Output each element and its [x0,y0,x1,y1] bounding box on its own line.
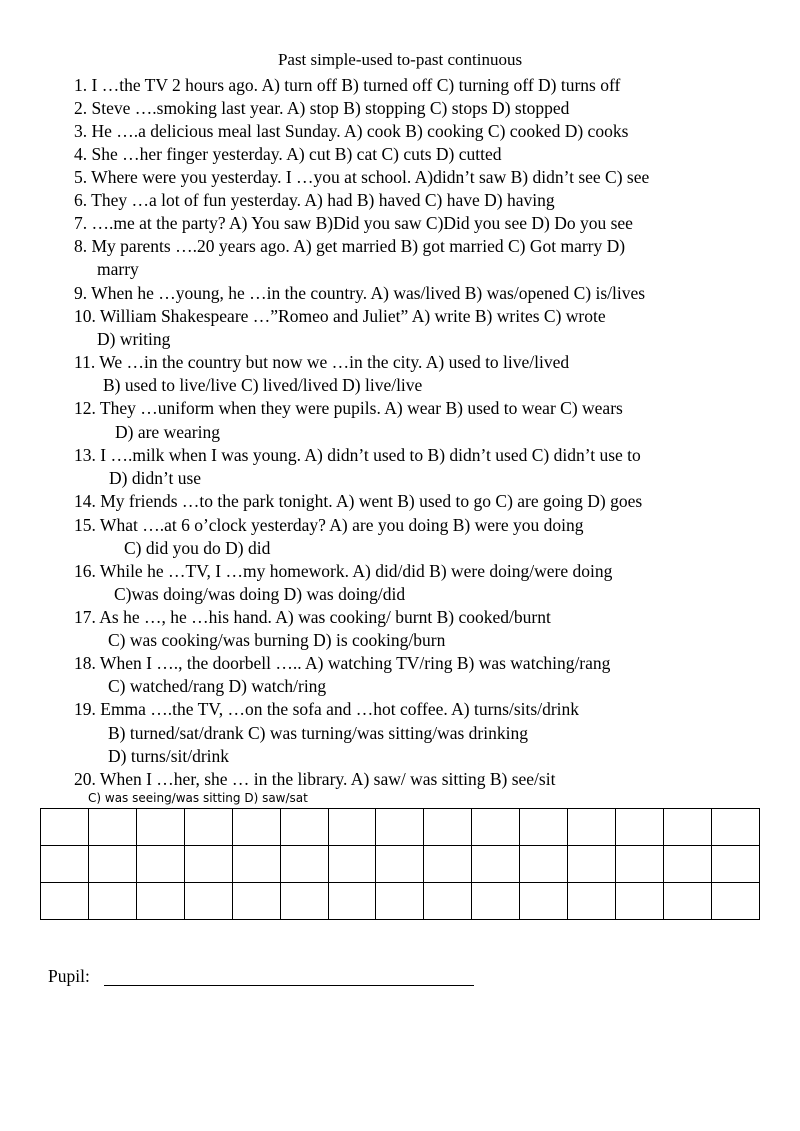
question-line: 10. William Shakespeare …”Romeo and Juliet” A) write B) writes C) wrote [74,306,606,326]
answer-cell[interactable] [184,883,232,920]
answer-cell[interactable] [232,809,280,846]
question-line: 6. They …a lot of fun yesterday. A) had B) haved C) have D) having [74,190,555,210]
answer-grid [40,808,760,920]
question-line: 4. She …her finger yesterday. A) cut B) cat C) cuts D) cutted [74,144,502,164]
answer-cell[interactable] [520,809,568,846]
answer-cell[interactable] [520,846,568,883]
question-line: 17. As he …, he …his hand. A) was cooking/ burnt B) cooked/burnt [74,607,551,627]
answer-grid-row [41,883,760,920]
question-line: 14. My friends …to the park tonight. A) went B) used to go C) are going D) goes [74,491,643,511]
answer-cell[interactable] [424,846,472,883]
question-line: 16. While he …TV, I …my homework. A) did/did B) were doing/were doing [74,561,613,581]
answer-cell[interactable] [136,883,184,920]
question-line: C) did you do D) did [124,538,271,558]
question-line: 12. They …uniform when they were pupils. A) wear B) used to wear C) wears [74,398,623,418]
answer-cell[interactable] [663,809,711,846]
question-line: 2. Steve ….smoking last year. A) stop B) stopping C) stops D) stopped [74,98,570,118]
worksheet-title: Past simple-used to-past continuous [277,50,523,69]
answer-cell[interactable] [616,883,664,920]
question-line: D) turns/sit/drink [108,746,230,766]
question-line: 15. What ….at 6 o’clock yesterday? A) are you doing B) were you doing [74,515,584,535]
answer-cell[interactable] [616,809,664,846]
answer-cell[interactable] [568,846,616,883]
answer-cell[interactable] [328,846,376,883]
answer-cell[interactable] [424,883,472,920]
answer-cell[interactable] [568,809,616,846]
answer-grid-row [41,809,760,846]
answer-cell[interactable] [472,846,520,883]
question-line: 13. I ….milk when I was young. A) didn’t used to B) didn’t used C) didn’t use to [74,445,641,465]
question-line: 20. When I …her, she … in the library. A) saw/ was sitting B) see/sit [74,769,556,789]
answer-cell[interactable] [568,883,616,920]
question-line: 3. He ….a delicious meal last Sunday. A) cook B) cooking C) cooked D) cooks [74,121,629,141]
pupil-name-line[interactable] [104,985,474,986]
answer-cell[interactable] [328,883,376,920]
question-line: D) didn’t use [109,468,202,488]
answer-cell[interactable] [711,809,759,846]
question-line: B) used to live/live C) lived/lived D) live/live [103,375,423,395]
question-line: 5. Where were you yesterday. I …you at school. A)didn’t saw B) didn’t see C) see [74,167,650,187]
question-line: B) turned/sat/drank C) was turning/was sitting/was drinking [108,723,528,743]
answer-cell[interactable] [376,883,424,920]
answer-cell[interactable] [663,883,711,920]
answer-cell[interactable] [184,846,232,883]
question-line: 18. When I …., the doorbell ….. A) watching TV/ring B) was watching/rang [74,653,611,673]
answer-cell[interactable] [184,809,232,846]
answer-cell[interactable] [711,883,759,920]
answer-cell[interactable] [376,846,424,883]
answer-cell[interactable] [41,883,89,920]
answer-cell[interactable] [376,809,424,846]
answer-cell[interactable] [88,846,136,883]
question-line: 7. ….me at the party? A) You saw B)Did you saw C)Did you see D) Do you see [74,213,633,233]
answer-cell[interactable] [520,883,568,920]
question-line: C) was cooking/was burning D) is cooking/burn [108,630,446,650]
answer-grid-row [41,846,760,883]
answer-cell[interactable] [711,846,759,883]
answer-cell[interactable] [280,846,328,883]
answer-cell[interactable] [472,809,520,846]
answer-cell[interactable] [328,809,376,846]
answer-cell[interactable] [88,809,136,846]
answer-cell[interactable] [41,846,89,883]
question-line: C)was doing/was doing D) was doing/did [114,584,406,604]
answer-cell[interactable] [472,883,520,920]
answer-cell[interactable] [280,883,328,920]
question-line: 8. My parents ….20 years ago. A) get married B) got married C) Got marry D) [74,236,626,256]
answer-cell[interactable] [136,846,184,883]
answer-cell[interactable] [663,846,711,883]
answer-cell[interactable] [616,846,664,883]
answer-cell[interactable] [88,883,136,920]
question-line: 1. I …the TV 2 hours ago. A) turn off B) turned off C) turning off D) turns off [74,75,621,95]
answer-cell[interactable] [424,809,472,846]
question-line: C) watched/rang D) watch/ring [108,676,327,696]
answer-cell[interactable] [232,846,280,883]
question-line: 11. We …in the country but now we …in the city. A) used to live/lived [74,352,570,372]
answer-cell[interactable] [280,809,328,846]
answer-cell[interactable] [232,883,280,920]
question-line: D) are wearing [115,422,220,442]
pupil-label: Pupil: [48,966,90,986]
question-20-options-cd: C) was seeing/was sitting D) saw/sat [88,791,308,805]
answer-cell[interactable] [136,809,184,846]
question-line: D) writing [97,329,171,349]
question-line: 9. When he …young, he …in the country. A) was/lived B) was/opened C) is/lives [74,283,646,303]
question-line: marry [97,259,139,279]
question-line: 19. Emma ….the TV, …on the sofa and …hot coffee. A) turns/sits/drink [74,699,580,719]
answer-cell[interactable] [41,809,89,846]
